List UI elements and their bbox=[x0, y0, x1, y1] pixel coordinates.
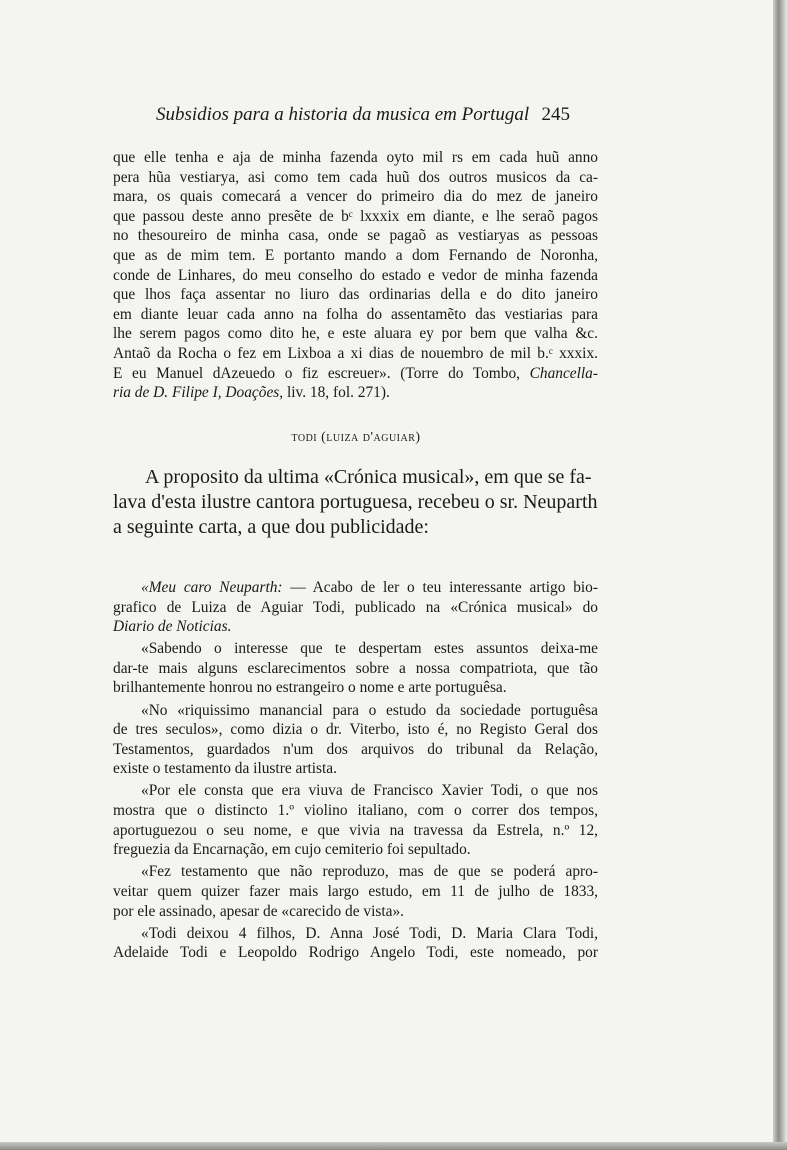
text-line: em diante leuar cada anno na folha do assentamẽto das vestiarias para bbox=[113, 305, 598, 323]
text-line: lava d'esta ilustre cantora portuguesa, recebeu o sr. Neuparth bbox=[113, 491, 598, 513]
text-line: no thesoureiro de minha casa, onde se pagaõ as vestiaryas as pessoas bbox=[113, 227, 598, 245]
text-line: de tres seculos», como dizia o dr. Viterbo, isto é, no Registo Geral dos bbox=[113, 721, 598, 739]
text-line: que lhos faça assentar no liuro das ordinarias della e do dito janeiro bbox=[113, 286, 598, 304]
text-line: que elle tenha e aja de minha fazenda oyto mil rs em cada huũ anno bbox=[113, 149, 598, 166]
text-fragment: — Acabo de ler o teu interessante artigo bio- bbox=[282, 579, 598, 596]
text-line: que as de mim tem. E portanto mando a dom Fernando de Noronha, bbox=[113, 246, 598, 264]
letter-text bbox=[113, 578, 598, 965]
text-line: Testamentos, guardados n'um dos arquivos do tribunal da Relação, bbox=[113, 740, 598, 758]
paragraph bbox=[113, 639, 598, 698]
running-head-title: Subsidios para a historia da musica em Portugal bbox=[156, 104, 530, 125]
text-line: dar-te mais alguns esclarecimentos sobre a nossa compatriota, que tão bbox=[113, 659, 598, 677]
text-line: freguezia da Encarnação, em cujo cemiterio foi sepultado. bbox=[113, 841, 471, 859]
paragraph bbox=[113, 578, 598, 637]
text-fragment: E eu Manuel dAzeuedo o fiz escreuer». (Torre do Tombo, bbox=[113, 364, 530, 382]
paragraph bbox=[113, 924, 598, 963]
source-title: ria de D. Filipe I, Doações, bbox=[113, 384, 284, 402]
paragraph bbox=[113, 862, 598, 921]
text-line: a seguinte carta, a que dou publicidade: bbox=[113, 516, 429, 538]
text-line: «Fez testamento que não reproduzo, mas de que se poderá apro- bbox=[141, 863, 598, 881]
text-line: Adelaide Todi e Leopoldo Rodrigo Angelo Todi, este nomeado, por bbox=[113, 944, 598, 962]
paragraph bbox=[113, 701, 598, 779]
text-line bbox=[113, 578, 598, 598]
text-line: brilhantemente honrou no estrangeiro o nome e arte portuguêsa. bbox=[113, 679, 507, 697]
text-line: grafico de Luiza de Aguiar Todi, publicado na «Crónica musical» do bbox=[113, 598, 598, 616]
salutation: «Meu caro Neuparth: bbox=[141, 579, 283, 596]
running-head bbox=[156, 104, 570, 126]
text-line: existe o testamento da ilustre artista. bbox=[113, 760, 337, 778]
text-line: lhe serem pagos como dito he, e este aluara ey por bem que valha &c. bbox=[113, 325, 598, 343]
text-line: «Por ele consta que era viuva de Francisco Xavier Todi, o que nos bbox=[141, 782, 598, 800]
page-edge-shadow bbox=[773, 0, 787, 1150]
paragraph bbox=[113, 781, 598, 859]
text-line: aportuguezou o seu nome, e que vivia na travessa da Estrela, n.º 12, bbox=[113, 821, 598, 839]
text-line: mostra que o distincto 1.º violino italiano, com o correr dos tempos, bbox=[113, 802, 598, 820]
text-line: que passou deste anno presẽte de bᶜ lxxxix em diante, e lhe seraõ pagos bbox=[113, 207, 598, 225]
page-bottom-shadow bbox=[0, 1142, 787, 1150]
text-line: «Todi deixou 4 filhos, D. Anna José Todi, D. Maria Clara Todi, bbox=[141, 924, 598, 942]
text-line: «No «riquissimo manancial para o estudo da sociedade portuguêsa bbox=[141, 701, 598, 719]
text-line bbox=[113, 364, 598, 384]
document-excerpt bbox=[113, 148, 598, 403]
text-line: pera hũa vestiarya, asi como tem cada huũ dos outros musicos da ca- bbox=[113, 168, 598, 186]
text-line: «Sabendo o interesse que te despertam estes assuntos deixa-me bbox=[141, 640, 598, 658]
intro-paragraph bbox=[113, 465, 598, 540]
section-heading: todi (luiza d'aguiar) bbox=[291, 430, 421, 445]
text-line: por ele assinado, apesar de «carecido de vista». bbox=[113, 902, 405, 920]
text-line: veitar quem quizer fazer mais largo estudo, em 11 de julho de 1833, bbox=[113, 882, 598, 900]
text-line: Diario de Noticias. bbox=[113, 618, 232, 636]
citation-ref: liv. 18, fol. 271). bbox=[283, 384, 390, 402]
text-line: conde de Linhares, do meu conselho do estado e vedor de minha fazenda bbox=[113, 266, 598, 284]
page-number: 245 bbox=[541, 104, 570, 125]
text-line: Antaõ da Rocha o fez em Lixboa a xi dias de nouembro de mil b.ᶜ xxxix. bbox=[113, 344, 598, 362]
text-line: A proposito da ultima «Crónica musical», em que se fa- bbox=[145, 466, 592, 488]
text-line: mara, os quais comecará a vencer do primeiro dia do mez de janeiro bbox=[113, 188, 598, 206]
source-title: Chancella- bbox=[529, 364, 598, 382]
text-line bbox=[113, 383, 598, 403]
